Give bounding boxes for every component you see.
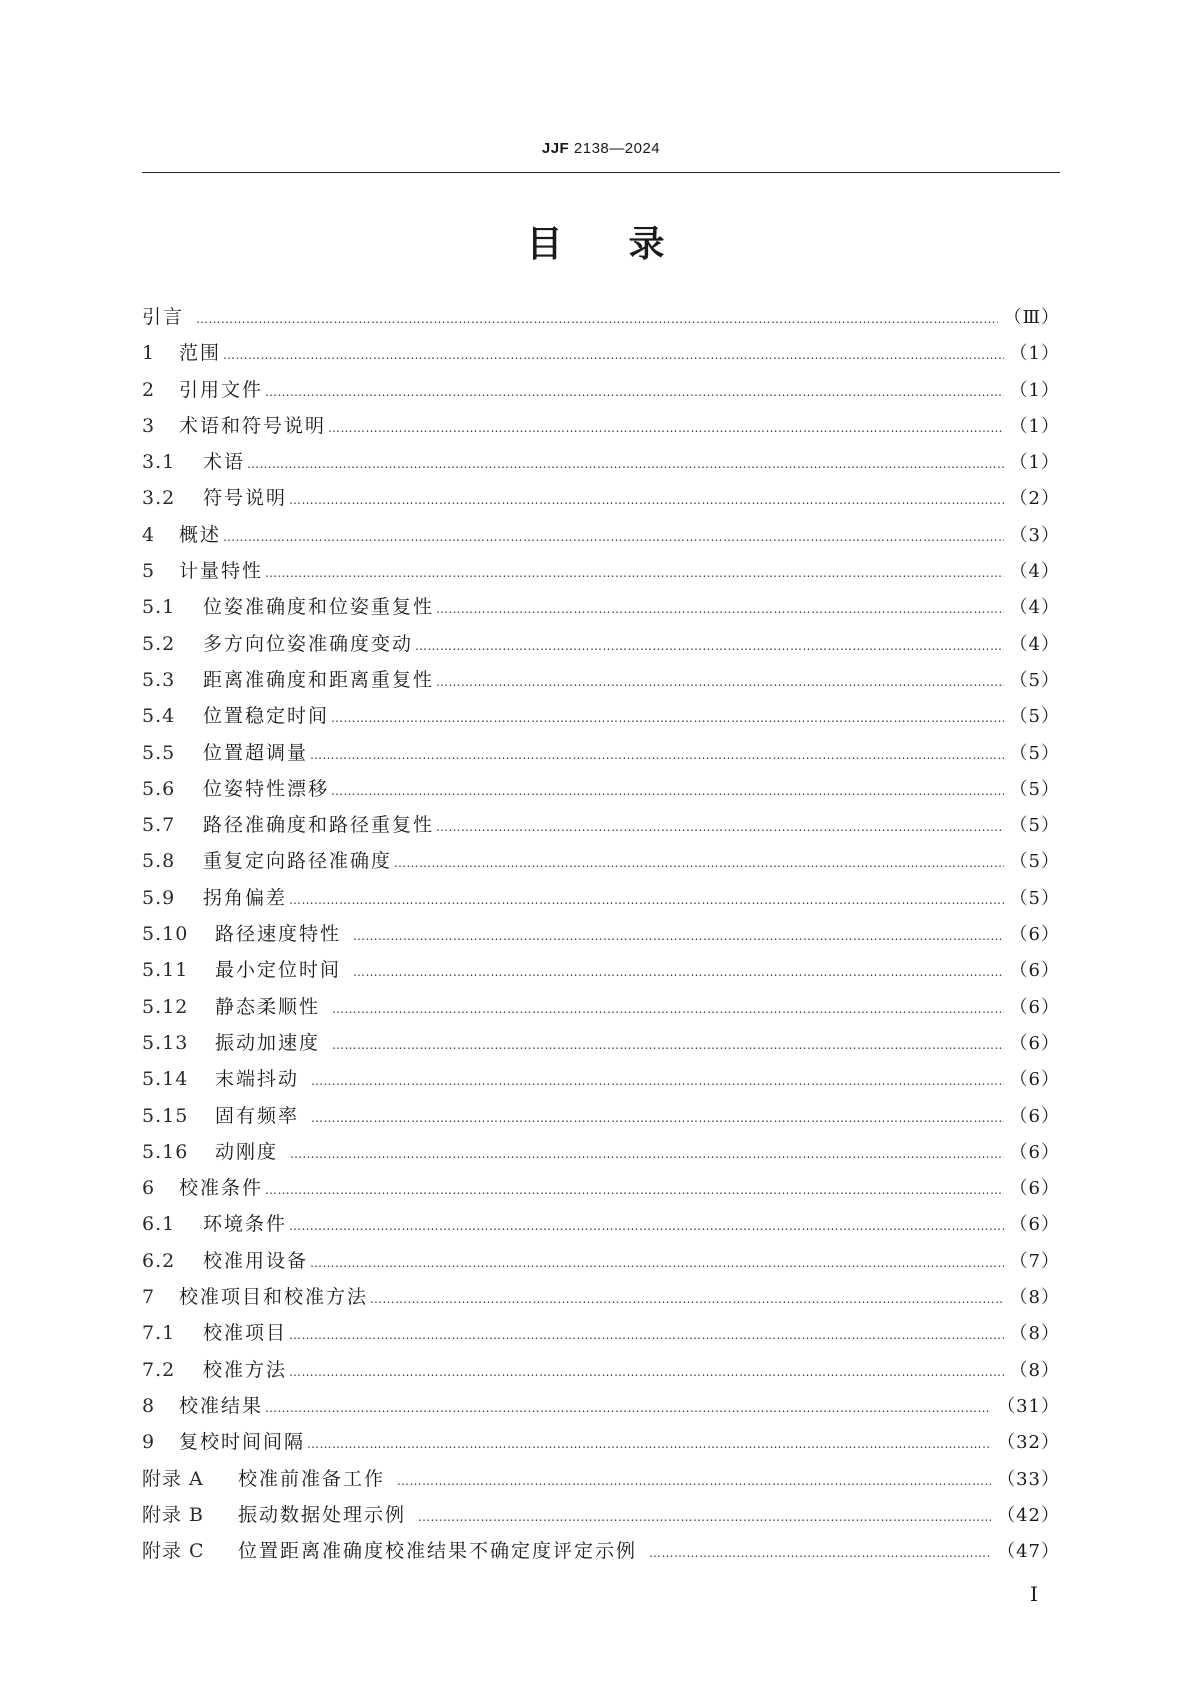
toc-entry-page: （4）: [1009, 633, 1060, 655]
toc-entry-number: 7.1: [142, 1322, 176, 1345]
toc-entry-label: 多方向位姿准确度变动: [203, 632, 414, 655]
toc-entry-number: 5.11: [142, 959, 189, 982]
toc-entry[interactable]: [142, 1536, 1060, 1572]
toc-leader-dots: [331, 711, 1004, 725]
toc-entry-label: 振动数据处理示例: [238, 1503, 407, 1526]
toc-entry-label: 固有频率: [215, 1104, 300, 1127]
toc-entry-number: 8: [142, 1394, 156, 1417]
toc-entry-page: （31）: [997, 1395, 1060, 1417]
toc-leader-dots: [247, 457, 1004, 471]
toc-entry-page: （6）: [1009, 1032, 1060, 1054]
toc-leader-dots: [289, 893, 1004, 907]
toc-leader-dots: [223, 348, 1004, 362]
toc-entry-page: （Ⅲ）: [1003, 307, 1060, 328]
standard-code: JJF: [541, 140, 570, 157]
toc-entry-number: 5.14: [142, 1068, 189, 1091]
toc-entry[interactable]: [142, 1282, 1060, 1318]
toc-entry-number: 5.16: [142, 1140, 189, 1163]
toc-entry-page: （6）: [1009, 1141, 1060, 1163]
toc-entry[interactable]: [142, 556, 1060, 592]
toc-entry-label: 校准用设备: [203, 1249, 309, 1272]
toc-entry-label: 重复定向路径准确度: [203, 850, 393, 873]
toc-entry-number: 5.13: [142, 1031, 189, 1054]
toc-entry-number: 5: [142, 560, 156, 583]
toc-entry-page: （5）: [1009, 669, 1060, 691]
toc-entry-number: 5.4: [142, 705, 176, 728]
toc-entry-label: 校准前准备工作: [238, 1467, 386, 1490]
toc-entry-label: 范围: [179, 342, 222, 365]
toc-entry[interactable]: [142, 447, 1060, 483]
toc-entry[interactable]: [142, 302, 1060, 338]
toc-leader-dots: [289, 1219, 1004, 1233]
toc-entry-label: 路径准确度和路径重复性: [203, 814, 435, 837]
toc-entry[interactable]: [142, 1028, 1060, 1064]
toc-leader-dots: [265, 1401, 991, 1415]
toc-entry-page: （5）: [1009, 851, 1060, 873]
toc-entry-number: 2: [142, 378, 156, 401]
toc-entry-label: 计量特性: [179, 560, 264, 583]
toc-leader-dots: [397, 1474, 991, 1488]
toc-entry[interactable]: [142, 629, 1060, 665]
toc-entry-page: （42）: [997, 1504, 1060, 1526]
toc-entry-label: 校准项目和校准方法: [179, 1286, 369, 1309]
toc-entry-page: （6）: [1009, 1069, 1060, 1091]
toc-leader-dots: [332, 1002, 1004, 1016]
toc-leader-dots: [331, 784, 1004, 798]
toc-entry[interactable]: [142, 375, 1060, 411]
toc-entry-number: 7.2: [142, 1358, 176, 1381]
toc-entry-number: 5.2: [142, 632, 176, 655]
page-title: 目录: [526, 224, 731, 265]
toc-entry[interactable]: [142, 810, 1060, 846]
toc-entry-number: 3.2: [142, 487, 176, 510]
toc-entry-number: 5.8: [142, 850, 176, 873]
toc-entry[interactable]: [142, 1391, 1060, 1427]
toc-entry-label: 距离准确度和距离重复性: [203, 668, 435, 691]
toc-entry-number: 6.2: [142, 1249, 176, 1272]
toc-entry-label: 校准项目: [203, 1322, 288, 1345]
toc-leader-dots: [290, 1147, 1004, 1161]
toc-entry-label: 位姿准确度和位姿重复性: [203, 596, 435, 619]
toc-entry-number: 附录 B: [142, 1503, 205, 1526]
toc-leader-dots: [353, 929, 1004, 943]
toc-entry-number: 5.10: [142, 923, 189, 946]
toc-entry-label: 符号说明: [203, 487, 288, 510]
toc-entry[interactable]: [142, 1246, 1060, 1282]
toc-leader-dots: [311, 1111, 1004, 1125]
toc-entry-page: （1）: [1009, 415, 1060, 437]
toc-entry[interactable]: [142, 919, 1060, 955]
toc-entry-number: 3: [142, 414, 156, 437]
toc-leader-dots: [418, 1510, 991, 1524]
toc-entry-label: 环境条件: [203, 1213, 288, 1236]
toc-leader-dots: [265, 385, 1004, 399]
toc-entry-page: （3）: [1009, 524, 1060, 546]
toc-entry-number: 5.6: [142, 777, 176, 800]
toc-leader-dots: [370, 1292, 1004, 1306]
toc-entry-label: 静态柔顺性: [215, 995, 321, 1018]
toc-entry-page: （8）: [1009, 1359, 1060, 1381]
toc-entry[interactable]: [142, 1355, 1060, 1391]
toc-entry-label: 术语: [203, 451, 246, 474]
toc-leader-dots: [265, 566, 1004, 580]
toc-entry-page: （1）: [1009, 343, 1060, 365]
toc-entry-label: 校准方法: [203, 1358, 288, 1381]
toc-entry[interactable]: [142, 1064, 1060, 1100]
toc-entry-number: 附录 C: [142, 1540, 205, 1563]
page-folio: Ⅰ: [1030, 1582, 1038, 1606]
toc-entry-label: 位置距离准确度校准结果不确定度评定示例: [238, 1540, 638, 1563]
toc-entry-label: 最小定位时间: [215, 959, 342, 982]
toc-entry-page: （6）: [1009, 1214, 1060, 1236]
toc-entry-number: 5.3: [142, 668, 176, 691]
toc-entry[interactable]: [142, 338, 1060, 374]
toc-entry[interactable]: [142, 992, 1060, 1028]
toc-entry-page: （4）: [1009, 561, 1060, 583]
header-rule: [142, 172, 1060, 173]
toc-entry[interactable]: [142, 520, 1060, 556]
toc-entry-page: （1）: [1009, 379, 1060, 401]
toc-entry-number: 4: [142, 523, 156, 546]
toc-entry-label: 引用文件: [179, 378, 264, 401]
toc-entry-number: 5.7: [142, 814, 176, 837]
toc-entry-label: 振动加速度: [215, 1031, 321, 1054]
toc-entry-page: （6）: [1009, 960, 1060, 982]
toc-entry[interactable]: [142, 883, 1060, 919]
toc-entry-label: 校准条件: [179, 1177, 264, 1200]
toc-leader-dots: [332, 1038, 1004, 1052]
toc-entry-label: 术语和符号说明: [179, 414, 327, 437]
toc-leader-dots: [436, 602, 1004, 616]
toc-entry[interactable]: [142, 1318, 1060, 1354]
toc-entry[interactable]: [142, 955, 1060, 991]
toc-entry-number: 9: [142, 1431, 156, 1454]
toc-entry-label: 位置超调量: [203, 741, 309, 764]
toc-leader-dots: [223, 530, 1004, 544]
toc-entry-label: 引言: [142, 306, 185, 328]
toc-entry-page: （8）: [1009, 1323, 1060, 1345]
toc-entry-label: 路径速度特性: [215, 923, 342, 946]
toc-entry-label: 校准结果: [179, 1394, 264, 1417]
toc-entry[interactable]: [142, 846, 1060, 882]
toc-entry-number: 5.5: [142, 741, 176, 764]
toc-leader-dots: [311, 1074, 1004, 1088]
toc-entry-label: 拐角偏差: [203, 886, 288, 909]
toc-leader-dots: [196, 312, 998, 326]
toc-entry[interactable]: [142, 701, 1060, 737]
toc-leader-dots: [289, 1365, 1004, 1379]
toc-leader-dots: [328, 421, 1004, 435]
toc-entry-page: （4）: [1009, 597, 1060, 619]
toc-entry-page: （1）: [1009, 452, 1060, 474]
toc-entry-page: （2）: [1009, 488, 1060, 510]
toc-entry-page: （6）: [1009, 1178, 1060, 1200]
toc-entry-page: （7）: [1009, 1250, 1060, 1272]
toc-entry-number: 6.1: [142, 1213, 176, 1236]
standard-number: 2138—2024: [573, 140, 661, 157]
toc-entry-number: 3.1: [142, 451, 176, 474]
toc-leader-dots: [310, 1256, 1004, 1270]
toc-entry-page: （8）: [1009, 1287, 1060, 1309]
toc-entry-number: 5.12: [142, 995, 189, 1018]
toc-leader-dots: [289, 493, 1004, 507]
toc-entry-page: （6）: [1009, 924, 1060, 946]
toc-entry[interactable]: [142, 1427, 1060, 1463]
toc-entry-label: 位置稳定时间: [203, 705, 330, 728]
toc-leader-dots: [436, 820, 1004, 834]
toc-entry[interactable]: [142, 1137, 1060, 1173]
toc-entry[interactable]: [142, 1101, 1060, 1137]
toc-entry[interactable]: [142, 1464, 1060, 1500]
toc-leader-dots: [307, 1437, 991, 1451]
toc-entry-page: （6）: [1009, 1105, 1060, 1127]
toc-entry[interactable]: [142, 665, 1060, 701]
running-header: [142, 140, 1060, 157]
toc-entry[interactable]: [142, 1173, 1060, 1209]
toc-entry-number: 附录 A: [142, 1467, 204, 1490]
toc-leader-dots: [649, 1546, 991, 1560]
toc-leader-dots: [289, 1328, 1004, 1342]
toc-leader-dots: [394, 856, 1004, 870]
toc-leader-dots: [265, 1183, 1004, 1197]
toc-entry-page: （6）: [1009, 996, 1060, 1018]
toc-leader-dots: [415, 639, 1004, 653]
table-of-contents: [142, 302, 1060, 1572]
toc-entry-page: （5）: [1009, 887, 1060, 909]
toc-entry-page: （5）: [1009, 778, 1060, 800]
toc-entry-label: 末端抖动: [215, 1068, 300, 1091]
toc-entry-number: 5.9: [142, 886, 176, 909]
toc-entry-page: （5）: [1009, 815, 1060, 837]
toc-entry[interactable]: [142, 483, 1060, 519]
toc-entry-page: （47）: [997, 1541, 1060, 1563]
toc-entry-number: 7: [142, 1286, 156, 1309]
toc-entry-number: 1: [142, 342, 156, 365]
toc-leader-dots: [353, 965, 1004, 979]
toc-entry-page: （33）: [997, 1468, 1060, 1490]
toc-entry-label: 概述: [179, 523, 222, 546]
toc-entry[interactable]: [142, 1209, 1060, 1245]
toc-entry[interactable]: [142, 592, 1060, 628]
toc-leader-dots: [310, 748, 1004, 762]
toc-entry[interactable]: [142, 738, 1060, 774]
toc-entry[interactable]: [142, 411, 1060, 447]
toc-entry-number: 5.15: [142, 1104, 189, 1127]
toc-entry-page: （32）: [997, 1432, 1060, 1454]
toc-entry-label: 动刚度: [215, 1140, 279, 1163]
toc-entry-label: 位姿特性漂移: [203, 777, 330, 800]
toc-entry[interactable]: [142, 1500, 1060, 1536]
toc-leader-dots: [436, 675, 1004, 689]
toc-entry-number: 6: [142, 1177, 156, 1200]
toc-entry-page: （5）: [1009, 706, 1060, 728]
toc-entry-label: 复校时间间隔: [179, 1431, 306, 1454]
toc-entry-number: 5.1: [142, 596, 176, 619]
toc-entry[interactable]: [142, 774, 1060, 810]
toc-entry-page: （5）: [1009, 742, 1060, 764]
